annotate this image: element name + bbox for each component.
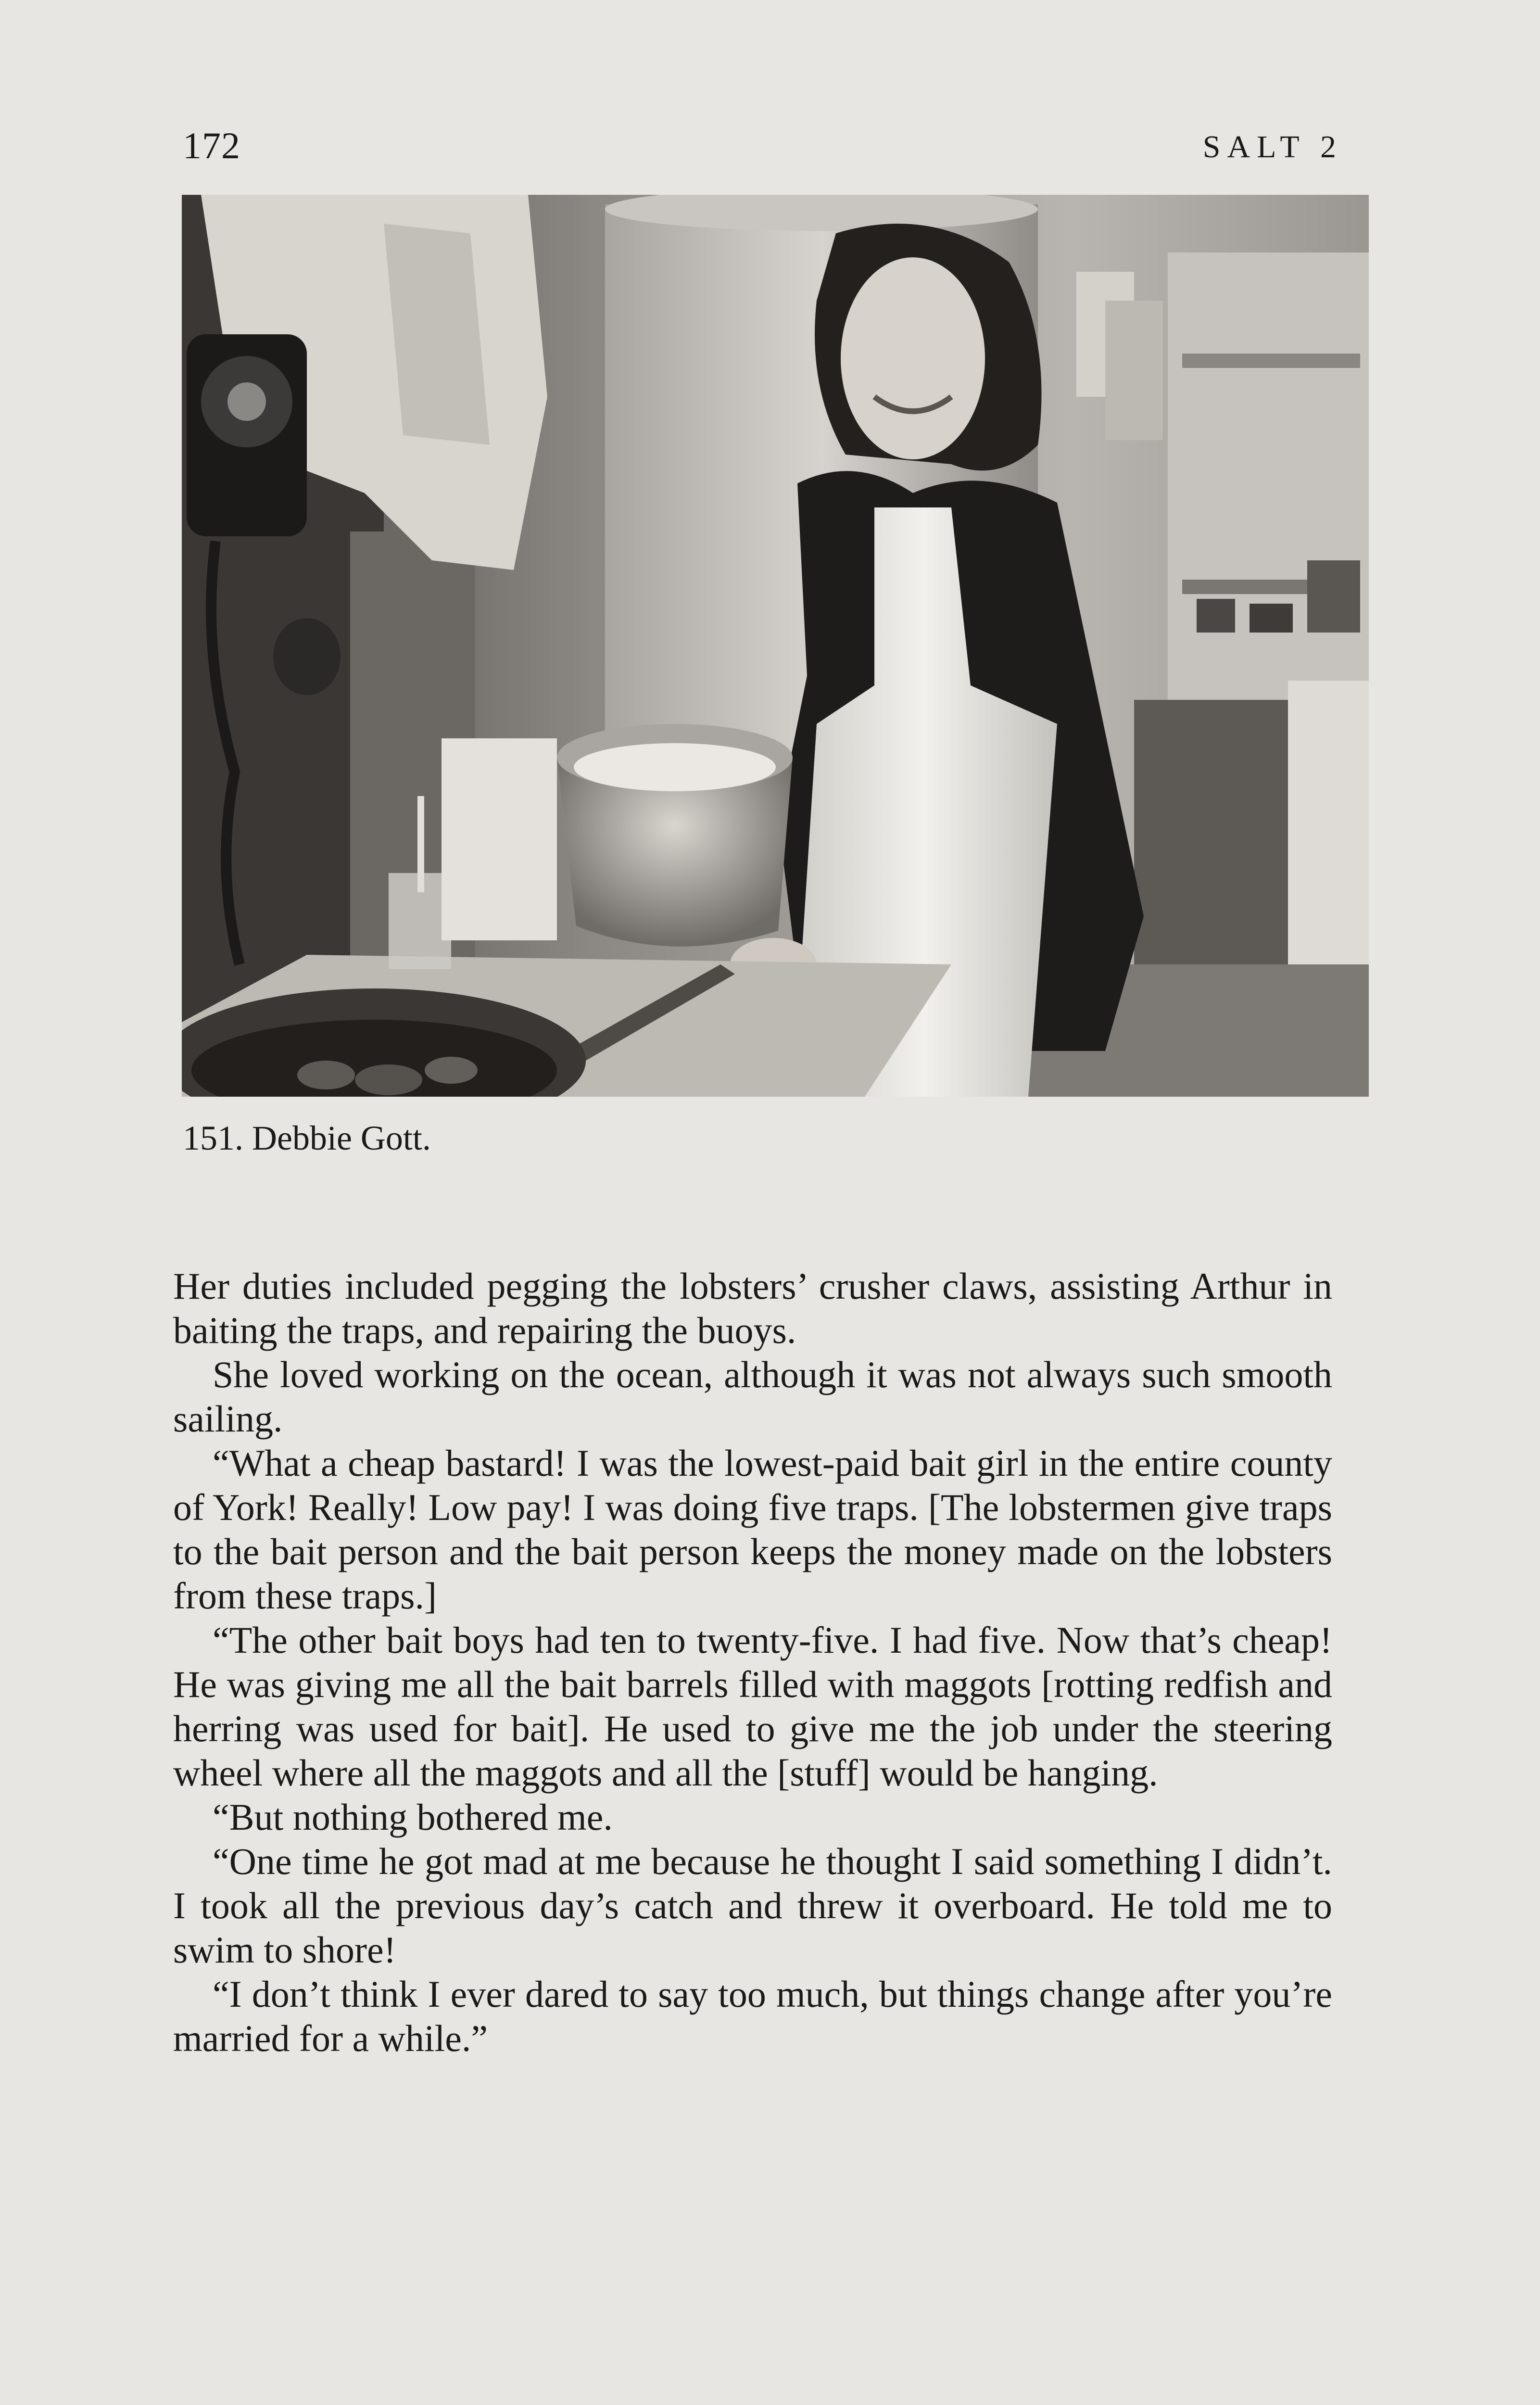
paragraph: “What a cheap bastard! I was the lowest-paid bait girl in the entire county of York! Really! Low pay! I was doing five traps. [The lobstermen give traps to the bait person and the bait person keeps the money made on the lobsters from these traps.] <box>173 1442 1332 1617</box>
figure-caption: 151. Debbie Gott. <box>183 1119 431 1157</box>
running-title: SALT 2 <box>1202 129 1343 165</box>
paragraph: Her duties included pegging the lobsters’ crusher claws, assisting Arthur in baiting the traps, and repairing the buoys. <box>173 1265 1332 1351</box>
photograph <box>182 195 1369 1097</box>
paragraph: She loved working on the ocean, although it was not always such smooth sailing. <box>173 1354 1332 1440</box>
page-number: 172 <box>183 125 240 166</box>
paragraph: “One time he got mad at me because he thought I said something I didn’t. I took all the previous day’s catch and threw it overboard. He told me to swim to shore! <box>173 1840 1332 1971</box>
paragraph: “But nothing bothered me. <box>213 1796 613 1838</box>
paragraph: “The other bait boys had ten to twenty-five. I had five. Now that’s cheap! He was giving me all the bait barrels filled with maggots [rotting redfish and herring was used for bait]. He used to give me the job under the steering wheel where all the maggots and all the [stuff] would be hanging. <box>173 1619 1332 1794</box>
paragraph: “I don’t think I ever dared to say too much, but things change after you’re married for a while.” <box>173 1973 1332 2059</box>
photo-illustration <box>182 195 1369 1097</box>
body-text <box>173 1264 1332 2061</box>
